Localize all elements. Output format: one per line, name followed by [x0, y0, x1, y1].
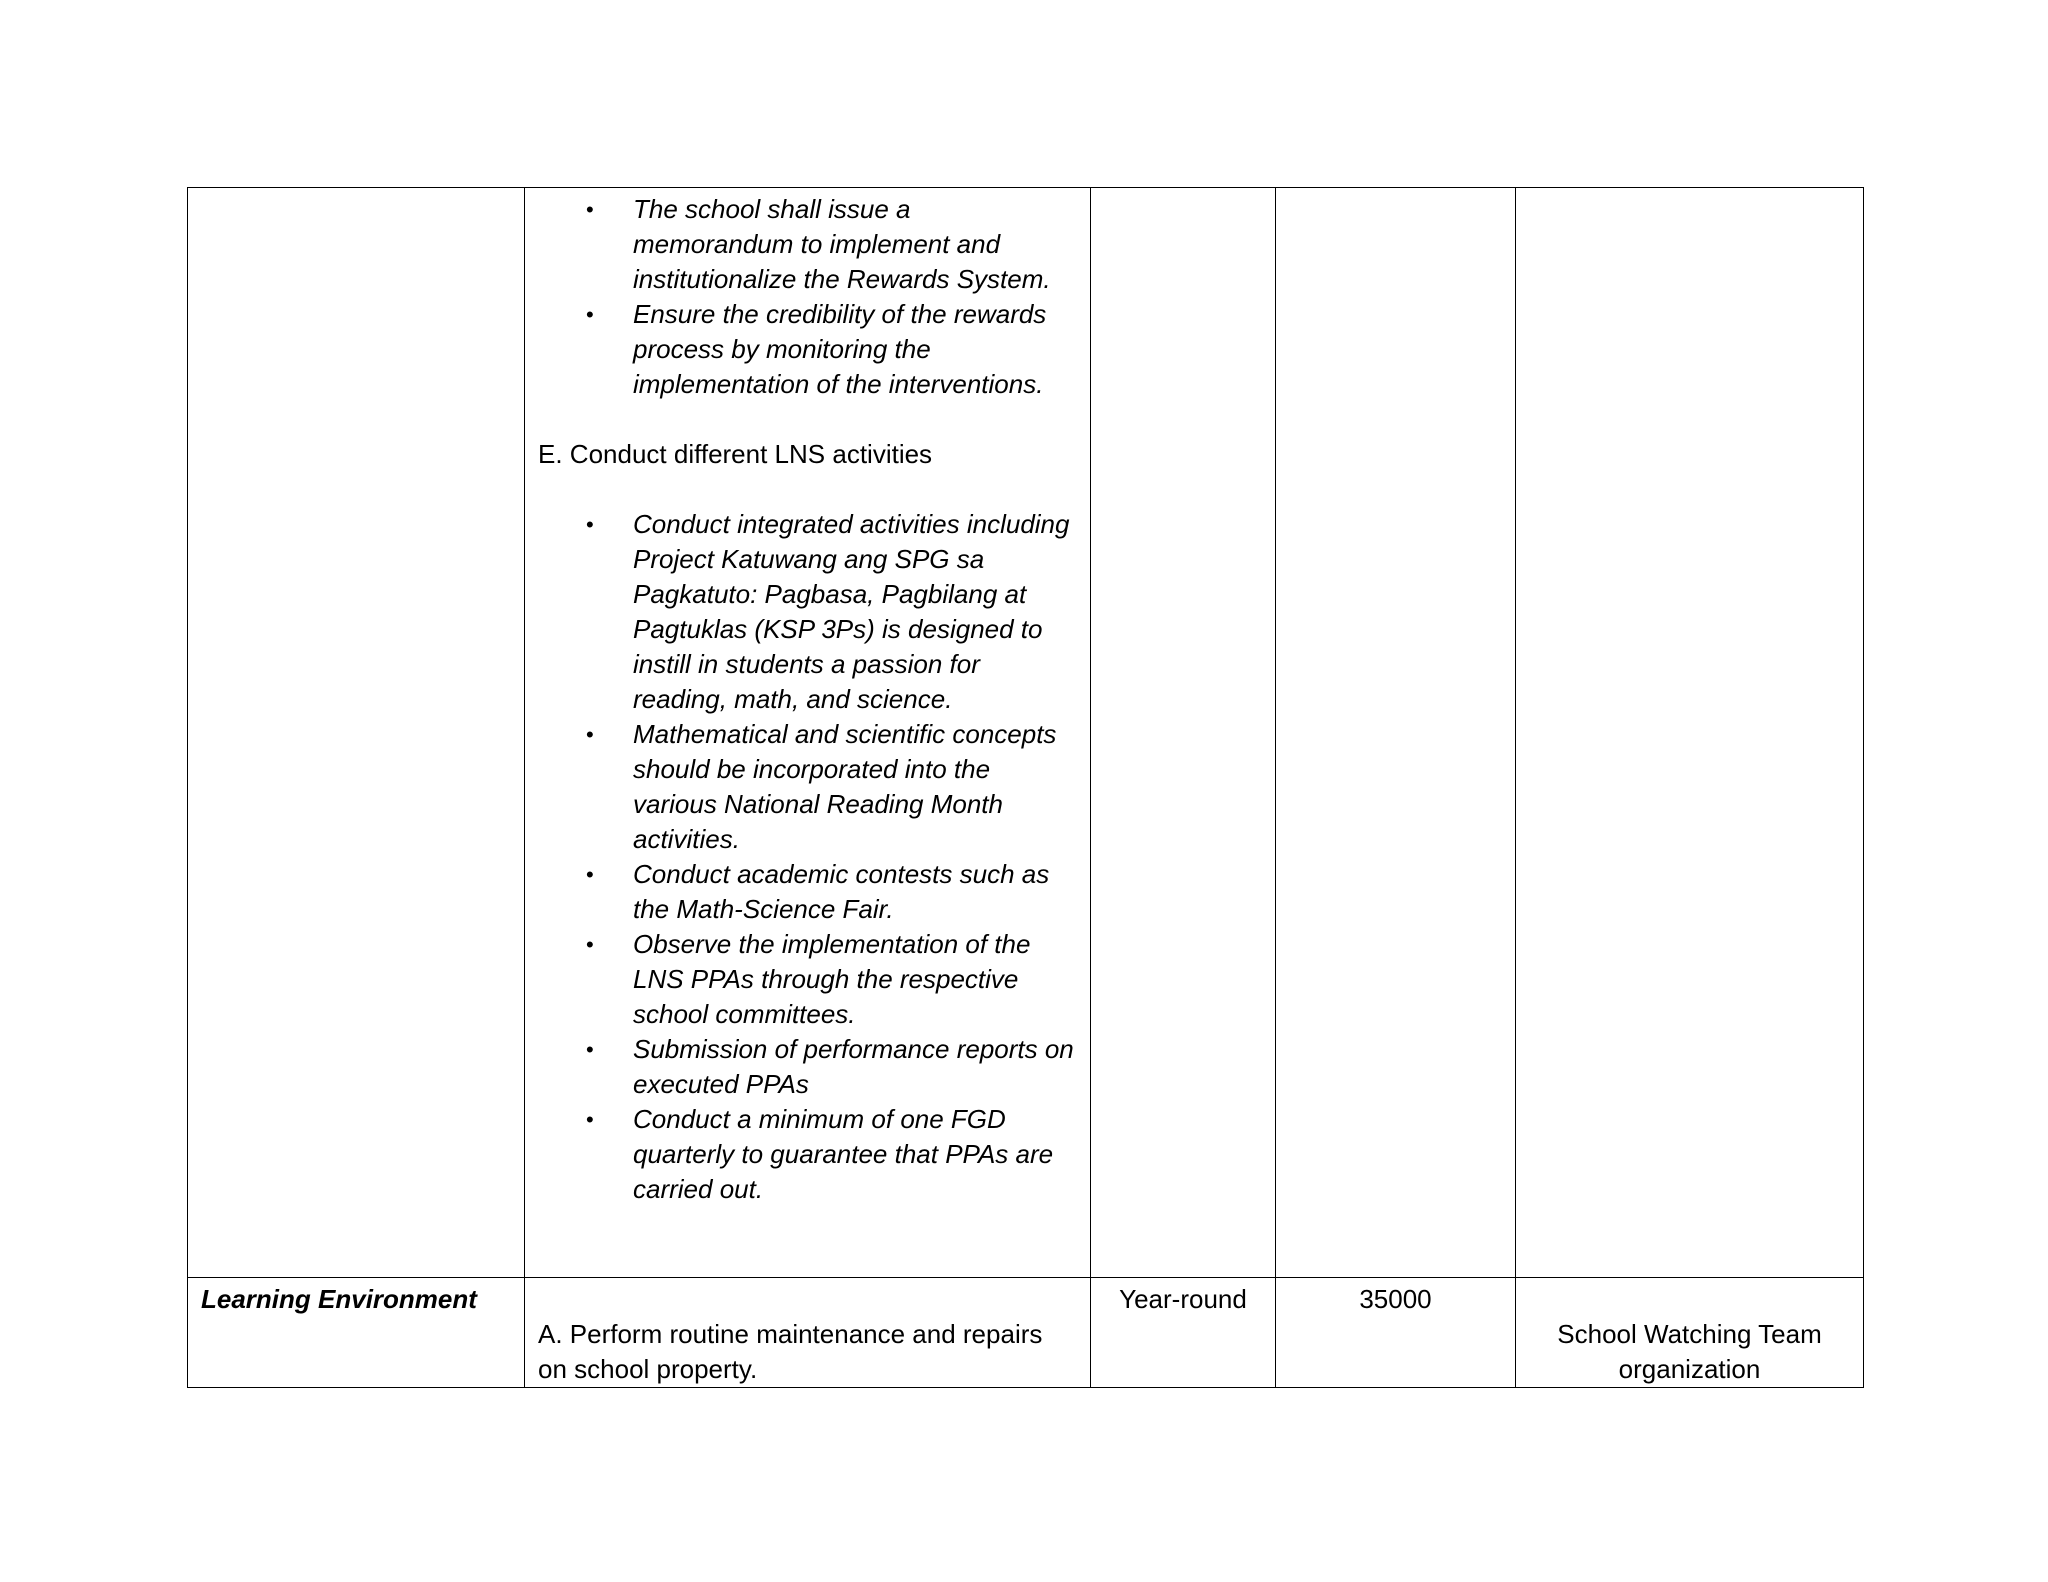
table-row — [188, 188, 1864, 1278]
responsible-cell-empty — [1516, 188, 1864, 1278]
responsible-cell — [1516, 1278, 1864, 1388]
bullet-icon: • — [586, 932, 594, 957]
bullet-icon: • — [586, 197, 594, 222]
timeframe-cell — [1091, 1278, 1276, 1388]
list-item: • Conduct academic contests such as the Math-Science Fair. — [586, 859, 1050, 924]
activity-text: A. Perform routine maintenance and repairs on school property. — [538, 1319, 1043, 1384]
list-item: • Observe the implementation of the LNS PPAs through the respective school committees. — [586, 929, 1031, 1029]
timeframe-cell-empty — [1091, 188, 1276, 1278]
budget-cell — [1276, 1278, 1516, 1388]
list-item: • Mathematical and scientific concepts should be incorporated into the various National Reading Month activities. — [586, 719, 1057, 854]
responsible-value: School Watching Team organization — [1557, 1319, 1822, 1384]
action-plan-table — [187, 187, 1864, 1388]
section-heading-e: E. Conduct different LNS activities — [538, 439, 933, 469]
bullet-icon: • — [586, 512, 594, 537]
budget-cell-empty — [1276, 188, 1516, 1278]
area-cell — [188, 1278, 525, 1388]
list-item: • Ensure the credibility of the rewards process by monitoring the implementation of the interventions. — [586, 299, 1047, 399]
bullet-icon: • — [586, 722, 594, 747]
area-label: Learning Environment — [201, 1284, 477, 1314]
bullet-icon: • — [586, 1107, 594, 1132]
area-cell-empty — [188, 188, 525, 1278]
rewards-bullet-list — [538, 192, 1078, 402]
table-row — [188, 1278, 1864, 1388]
bullet-icon: • — [586, 302, 594, 327]
timeframe-value: Year-round — [1119, 1284, 1247, 1314]
list-item: • Conduct a minimum of one FGD quarterly to guarantee that PPAs are carried out. — [586, 1104, 1054, 1204]
list-item: • Conduct integrated activities including Project Katuwang ang SPG sa Pagkatuto: Pagbasa, Pagbilang at Pagtuklas (KSP 3Ps) is designed to instill in students a passion for reading, math, and science. — [586, 509, 1070, 714]
budget-value: 35000 — [1359, 1284, 1432, 1314]
activities-cell — [525, 188, 1091, 1278]
activities-cell — [525, 1278, 1091, 1388]
list-item: • Submission of performance reports on executed PPAs — [586, 1034, 1074, 1099]
lns-bullet-list — [538, 507, 1078, 1207]
list-item: • The school shall issue a memorandum to implement and institutionalize the Rewards System. — [586, 194, 1051, 294]
bullet-icon: • — [586, 862, 594, 887]
bullet-icon: • — [586, 1037, 594, 1062]
